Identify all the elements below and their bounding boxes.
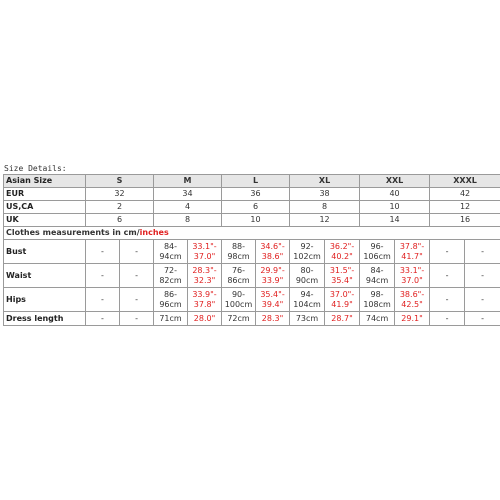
dress-cell: - [430, 312, 465, 326]
section-prefix: Clothes measurements in cm/ [6, 228, 140, 238]
eur-value: 40 [360, 188, 430, 201]
waist-cell: - [86, 264, 120, 288]
row-label: EUR [4, 188, 86, 201]
row-label: Dress length [4, 312, 86, 326]
size-header-l: L [222, 175, 290, 188]
size-chart-table [3, 174, 500, 326]
waist-cell: 76- 86cm [222, 264, 256, 288]
dress-cell: 72cm [222, 312, 256, 326]
bust-cell: - [86, 240, 120, 264]
bust-cell: 33.1"- 37.0" [188, 240, 222, 264]
uk-value: 8 [154, 214, 222, 227]
size-header-m: M [154, 175, 222, 188]
eur-value: 42 [430, 188, 500, 201]
waist-row [4, 264, 500, 288]
bust-cell: - [465, 240, 500, 264]
usca-value: 2 [86, 201, 154, 214]
bust-cell: - [430, 240, 465, 264]
usca-value: 6 [222, 201, 290, 214]
uk-value: 6 [86, 214, 154, 227]
bust-cell: 34.6"- 38.6" [256, 240, 290, 264]
bust-cell: 92- 102cm [290, 240, 325, 264]
dress-cell: 73cm [290, 312, 325, 326]
waist-cell: 72- 82cm [154, 264, 188, 288]
dress-length-row [4, 312, 500, 326]
row-label: Hips [4, 288, 86, 312]
hips-cell: 37.0"- 41.9" [325, 288, 360, 312]
usca-value: 10 [360, 201, 430, 214]
section-inches-highlight: inches [139, 228, 169, 238]
waist-cell: 80- 90cm [290, 264, 325, 288]
waist-cell: 33.1"- 37.0" [395, 264, 430, 288]
hips-cell: 98- 108cm [360, 288, 395, 312]
bust-cell: - [120, 240, 154, 264]
dress-cell: - [465, 312, 500, 326]
measurements-section-title [4, 227, 500, 240]
row-label: UK [4, 214, 86, 227]
size-details-caption: Size Details: [4, 164, 67, 173]
bust-cell: 96- 106cm [360, 240, 395, 264]
usca-value: 8 [290, 201, 360, 214]
bust-row [4, 240, 500, 264]
hips-cell: - [430, 288, 465, 312]
dress-cell: 28.0" [188, 312, 222, 326]
uk-row [4, 214, 500, 227]
hips-cell: 33.9"- 37.8" [188, 288, 222, 312]
row-label: Waist [4, 264, 86, 288]
uk-value: 10 [222, 214, 290, 227]
eur-value: 32 [86, 188, 154, 201]
waist-cell: 28.3"- 32.3" [188, 264, 222, 288]
bust-cell: 37.8"- 41.7" [395, 240, 430, 264]
waist-cell: 29.9"- 33.9" [256, 264, 290, 288]
waist-cell: - [430, 264, 465, 288]
size-header-xl: XL [290, 175, 360, 188]
uk-value: 12 [290, 214, 360, 227]
usca-value: 4 [154, 201, 222, 214]
size-header-xxl: XXL [360, 175, 430, 188]
hips-cell: 86- 96cm [154, 288, 188, 312]
hips-row [4, 288, 500, 312]
waist-cell: - [120, 264, 154, 288]
bust-cell: 84- 94cm [154, 240, 188, 264]
hips-cell: - [120, 288, 154, 312]
dress-cell: 28.3" [256, 312, 290, 326]
bust-cell: 88- 98cm [222, 240, 256, 264]
waist-cell: 84- 94cm [360, 264, 395, 288]
hips-cell: - [86, 288, 120, 312]
size-header-xxxl: XXXL [430, 175, 500, 188]
usca-row [4, 201, 500, 214]
eur-value: 38 [290, 188, 360, 201]
dress-cell: 74cm [360, 312, 395, 326]
dress-cell: - [86, 312, 120, 326]
hips-cell: 90- 100cm [222, 288, 256, 312]
size-header-s: S [86, 175, 154, 188]
waist-cell: - [465, 264, 500, 288]
dress-cell: 29.1" [395, 312, 430, 326]
row-label: Bust [4, 240, 86, 264]
eur-value: 34 [154, 188, 222, 201]
hips-cell: - [465, 288, 500, 312]
uk-value: 14 [360, 214, 430, 227]
row-label: US,CA [4, 201, 86, 214]
header-row [4, 175, 500, 188]
eur-value: 36 [222, 188, 290, 201]
waist-cell: 31.5"- 35.4" [325, 264, 360, 288]
dress-cell: 71cm [154, 312, 188, 326]
hips-cell: 38.6"- 42.5" [395, 288, 430, 312]
bust-cell: 36.2"- 40.2" [325, 240, 360, 264]
dress-cell: - [120, 312, 154, 326]
hips-cell: 35.4"- 39.4" [256, 288, 290, 312]
hips-cell: 94- 104cm [290, 288, 325, 312]
measurements-section-row [4, 227, 500, 240]
uk-value: 16 [430, 214, 500, 227]
usca-value: 12 [430, 201, 500, 214]
dress-cell: 28.7" [325, 312, 360, 326]
row-label: Asian Size [4, 175, 86, 188]
eur-row [4, 188, 500, 201]
